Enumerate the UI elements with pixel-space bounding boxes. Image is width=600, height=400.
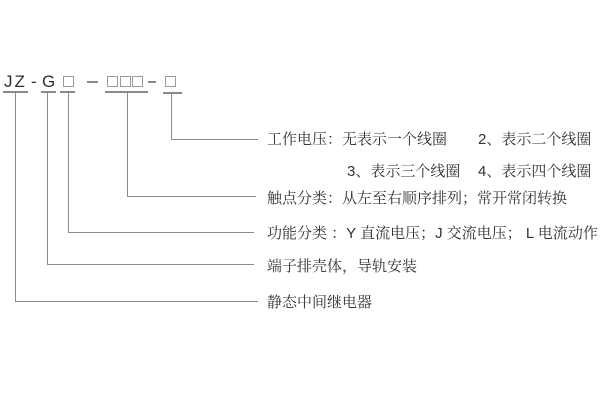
label-product-type: 静态中间继电器 bbox=[267, 294, 373, 311]
code-hyphen: - bbox=[31, 72, 37, 91]
label-working-voltage-row2-right: 4、表示四个线圈 bbox=[478, 163, 592, 180]
label-working-voltage-row2-left: 3、表示三个线圈 bbox=[347, 163, 461, 180]
code-box-contact-2 bbox=[120, 76, 131, 87]
code-box-contact-3 bbox=[132, 76, 143, 87]
code-mount-letter: G bbox=[42, 72, 58, 91]
code-dash-2 bbox=[148, 81, 156, 83]
label-housing: 端子排壳体，导轨安装 bbox=[267, 258, 418, 275]
label-working-voltage-row1-right: 2、表示二个线圈 bbox=[478, 131, 592, 148]
code-series: JZ bbox=[4, 72, 27, 91]
code-box-contact-1 bbox=[107, 76, 118, 87]
code-box-coil bbox=[165, 76, 176, 87]
code-dash-1 bbox=[87, 81, 98, 83]
connector-product bbox=[15, 93, 258, 302]
code-box-function bbox=[63, 76, 74, 87]
label-function-classification: 功能分类 ：Y 直流电压；J 交流电压； L 电流动作 bbox=[267, 225, 598, 242]
label-contact-classification: 触点分类：从左至右顺序排列；常开常闭转换 bbox=[267, 190, 568, 207]
label-working-voltage-row1-left: 工作电压：无表示一个线圈 bbox=[267, 131, 448, 148]
